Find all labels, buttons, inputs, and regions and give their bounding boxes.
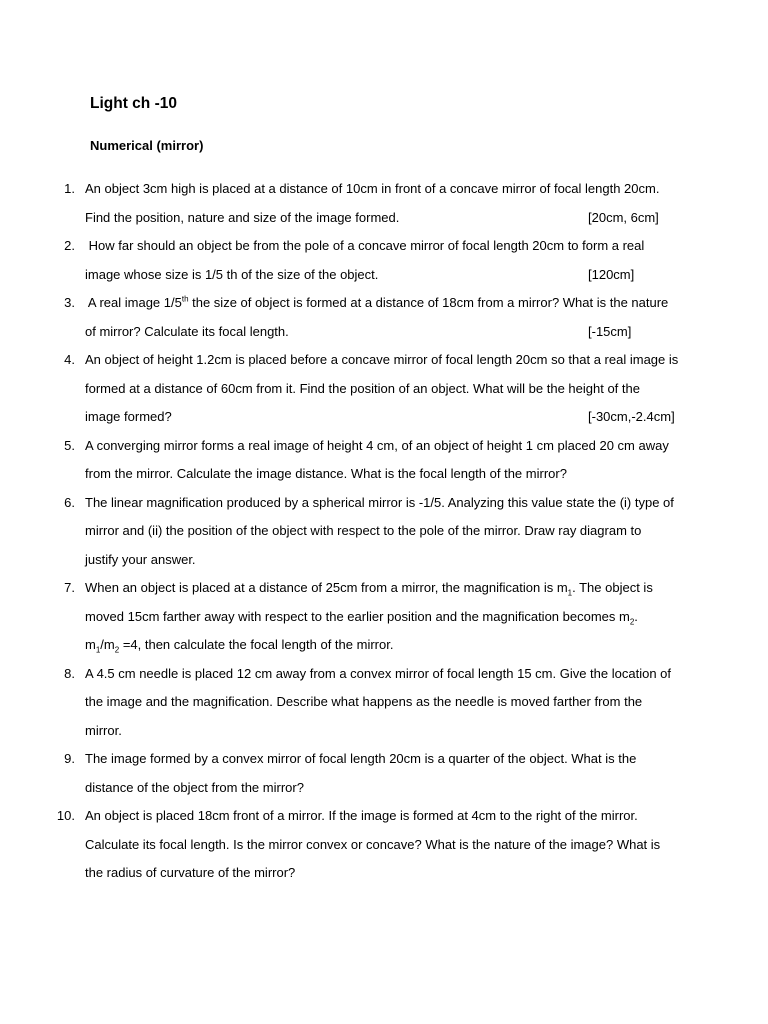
question-number: 6. (64, 494, 75, 510)
question-text (85, 802, 725, 888)
question-line: An object of height 1.2cm is placed before a concave mirror of focal length 20cm so that a real image is (85, 352, 679, 367)
question-text (85, 289, 725, 346)
question-line: distance of the object from the mirror? (85, 779, 304, 795)
question-text-segment: . (634, 608, 638, 624)
question-text (85, 489, 725, 575)
question-number: 8. (64, 665, 75, 681)
question-line: the radius of curvature of the mirror? (85, 865, 296, 880)
question-text-segment: m (85, 637, 96, 652)
question-number: 5. (64, 437, 75, 453)
question-number: 10. (56, 808, 75, 823)
question-text (85, 574, 725, 660)
answer-key: [-15cm] (588, 323, 632, 339)
question-line (85, 603, 725, 632)
question-line-with-answer (85, 204, 725, 233)
question-item-5 (0, 432, 768, 489)
question-line: An object is placed 18cm front of a mirror. If the image is formed at 4cm to the right of the mirror. (85, 808, 638, 823)
question-item-3 (0, 289, 768, 346)
question-item-8 (0, 660, 768, 746)
section-subtitle: Numerical (mirror) (90, 138, 204, 153)
question-text-segment: A real image 1/5 (85, 295, 182, 310)
question-number: 2. (64, 238, 75, 253)
question-text-segment: the size of object is formed at a distance of 18cm from a mirror? What is the nature (188, 295, 669, 310)
question-line: A converging mirror forms a real image of height 4 cm, of an object of height 1 cm placed 20 cm away (85, 437, 669, 453)
superscript: th (181, 294, 189, 304)
question-line: justify your answer. (85, 551, 196, 567)
question-line-with-answer (85, 318, 725, 347)
question-item-1 (0, 175, 768, 232)
question-line: How far should an object be from the pole of a concave mirror of focal length 20cm to form a real (85, 238, 645, 253)
subscript: 2 (114, 645, 120, 655)
question-text-segment: When an object is placed at a distance of 25cm from a mirror, the magnification is m (85, 580, 568, 595)
question-line: Find the position, nature and size of the image formed. (85, 209, 400, 225)
question-line: from the mirror. Calculate the image distance. What is the focal length of the mirror? (85, 466, 567, 481)
question-line: the image and the magnification. Describe what happens as the needle is moved farther from the (85, 694, 643, 709)
question-line-with-answer (85, 403, 725, 432)
page-title: Light ch -10 (90, 95, 177, 112)
answer-key: [120cm] (588, 266, 635, 282)
question-line (85, 289, 725, 318)
question-item-9 (0, 745, 768, 802)
question-line: formed at a distance of 60cm from it. Find the position of an object. What will be the height of the (85, 380, 640, 396)
question-line-with-answer (85, 261, 725, 290)
question-line: mirror and (ii) the position of the object with respect to the pole of the mirror. Draw ray diagram to (85, 523, 642, 538)
question-line (85, 631, 725, 660)
question-item-4 (0, 346, 768, 432)
question-line (85, 574, 725, 603)
question-text-segment: =4, then calculate the focal length of the mirror. (119, 637, 394, 652)
question-line: An object 3cm high is placed at a distance of 10cm in front of a concave mirror of focal length 20cm. (85, 181, 660, 196)
question-number: 4. (64, 352, 75, 367)
question-text (85, 660, 725, 746)
question-item-6 (0, 489, 768, 575)
question-text-segment: moved 15cm farther away with respect to the earlier position and the magnification becomes m (85, 608, 630, 624)
question-item-7 (0, 574, 768, 660)
question-line: image whose size is 1/5 th of the size of the object. (85, 266, 379, 282)
question-text (85, 346, 725, 432)
subscript: 2 (629, 617, 635, 627)
question-item-2 (0, 232, 768, 289)
question-line: A 4.5 cm needle is placed 12 cm away from a convex mirror of focal length 15 cm. Give the location of (85, 665, 672, 681)
question-line: The linear magnification produced by a spherical mirror is -1/5. Analyzing this value state the (i) type of (85, 494, 674, 510)
question-line: mirror. (85, 722, 122, 738)
question-number: 3. (64, 295, 75, 310)
question-number: 7. (64, 580, 75, 595)
question-text (85, 745, 725, 802)
question-text-segment: /m (100, 637, 115, 652)
question-line: The image formed by a convex mirror of focal length 20cm is a quarter of the object. What is the (85, 751, 637, 766)
question-text (85, 175, 725, 232)
subscript: 1 (567, 588, 573, 598)
question-line: Calculate its focal length. Is the mirror convex or concave? What is the nature of the image? What is (85, 836, 661, 852)
question-text (85, 432, 725, 489)
answer-key: [20cm, 6cm] (588, 209, 659, 225)
question-number: 1. (64, 181, 75, 196)
question-text (85, 232, 725, 289)
question-item-10 (0, 802, 768, 888)
question-number: 9. (64, 751, 75, 766)
question-line: of mirror? Calculate its focal length. (85, 323, 289, 339)
answer-key: [-30cm,-2.4cm] (588, 409, 675, 424)
question-list (0, 175, 768, 888)
subscript: 1 (95, 645, 101, 655)
question-text-segment: . The object is (572, 580, 653, 595)
question-line: image formed? (85, 409, 172, 424)
